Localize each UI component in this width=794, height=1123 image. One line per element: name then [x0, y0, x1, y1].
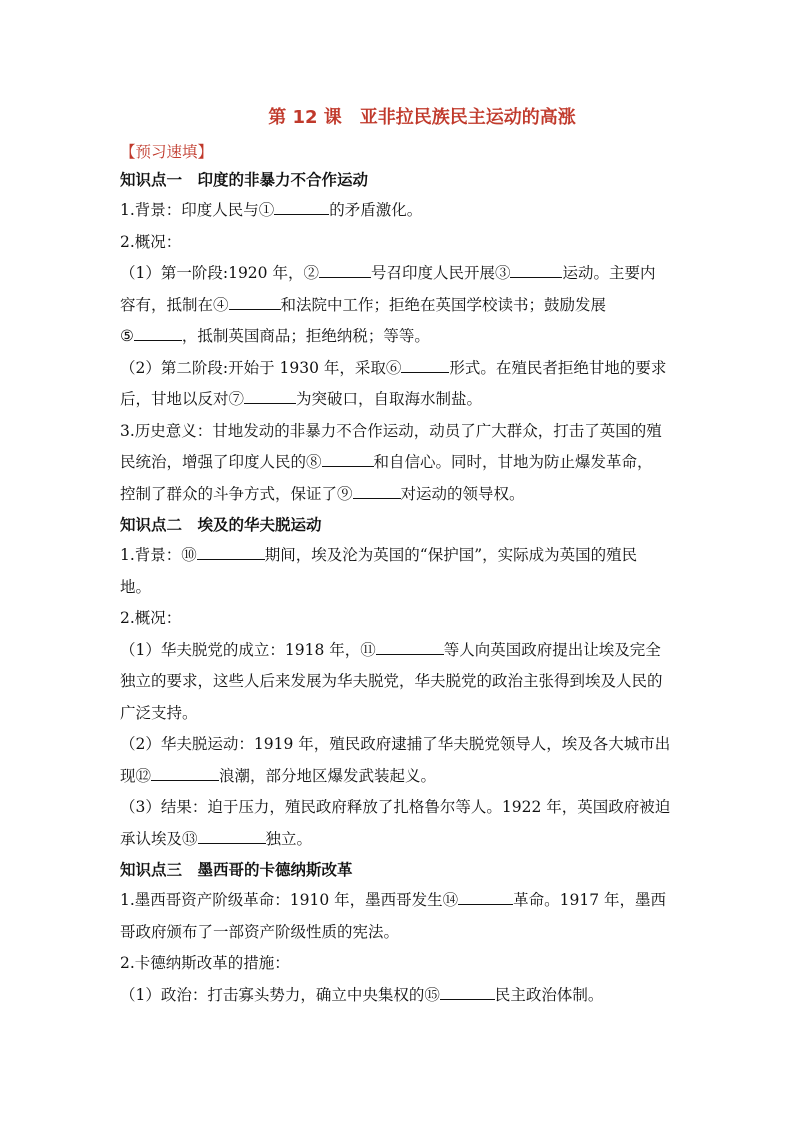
s2-line-6: 广泛支持。: [120, 703, 198, 722]
s1-line-6: （2）第二阶段:开始于 1930 年，采取⑥ 形式。在殖民者拒绝甘地的要求: [120, 353, 684, 385]
page-title: 第 12 课 亚非拉民族民主运动的高涨: [268, 107, 576, 128]
s1-line-1: 1.背景：印度人民与① 的矛盾激化。: [120, 195, 684, 227]
blank-10[interactable]: [197, 543, 265, 560]
blank-14[interactable]: [458, 888, 513, 905]
s3-line-1: 1.墨西哥资产阶级革命：1910 年，墨西哥发生⑭ 革命。1917 年，墨西: [120, 885, 684, 917]
section-heading-1: 知识点一 印度的非暴力不合作运动: [120, 171, 369, 189]
section-heading-3: 知识点三 墨西哥的卡德纳斯改革: [120, 861, 353, 879]
s2-line-1: 1.背景：⑩ 期间，埃及沦为英国的“保护国”，实际成为英国的殖民: [120, 540, 684, 572]
blank-4[interactable]: [229, 293, 281, 310]
s2-line-8: 现⑫ 浪潮，部分地区爆发武装起义。: [120, 761, 684, 793]
blank-11[interactable]: [376, 638, 444, 655]
section-heading-2: 知识点二 埃及的华夫脱运动: [120, 516, 322, 534]
s1-line-3: （1）第一阶段:1920 年，② 号召印度人民开展③ 运动。主要内: [120, 258, 684, 290]
s3-line-3: 2.卡德纳斯改革的措施：: [120, 954, 290, 972]
blank-2[interactable]: [319, 261, 371, 278]
s1-line-2: 2.概况：: [120, 232, 182, 251]
blank-6[interactable]: [401, 356, 449, 373]
s3-line-4: （1）政治：打击寡头势力，确立中央集权的⑮ 民主政治体制。: [120, 980, 684, 1012]
blank-12[interactable]: [151, 764, 219, 781]
blank-9[interactable]: [353, 482, 401, 499]
blank-5[interactable]: [134, 324, 182, 341]
blank-13[interactable]: [198, 827, 266, 844]
s2-line-4: （1）华夫脱党的成立：1918 年，⑪ 等人向英国政府提出让埃及完全: [120, 635, 684, 667]
blank-1[interactable]: [274, 198, 329, 215]
s2-line-10: 承认埃及⑬ 独立。: [120, 824, 684, 856]
blank-3[interactable]: [510, 261, 562, 278]
s1-line-7: 后，甘地以反对⑦ 为突破口，自取海水制盐。: [120, 384, 684, 416]
s1-line-8: 3.历史意义：甘地发动的非暴力不合作运动，动员了广大群众，打击了英国的殖: [120, 421, 662, 440]
s2-line-9: （3）结果：迫于压力，殖民政府释放了扎格鲁尔等人。1922 年，英国政府被迫: [120, 798, 671, 816]
s1-line-5: ⑤ ，抵制英国商品；拒绝纳税；等等。: [120, 321, 684, 353]
blank-7[interactable]: [244, 387, 296, 404]
blank-15[interactable]: [440, 983, 495, 1000]
s2-line-3: 2.概况：: [120, 609, 182, 627]
s2-line-2: 地。: [120, 577, 152, 596]
s2-line-7: （2）华夫脱运动：1919 年，殖民政府逮捕了华夫脱党领导人，埃及各大城市出: [120, 735, 671, 753]
s3-line-2: 哥政府颁布了一部资产阶级性质的宪法。: [120, 922, 400, 941]
s1-line-9: 民统治，增强了印度人民的⑧ 和自信心。同时，甘地为防止爆发革命，: [120, 447, 684, 479]
blank-8[interactable]: [322, 450, 374, 467]
s1-line-4: 容有，抵制在④ 和法院中工作；拒绝在英国学校读书；鼓励发展: [120, 290, 684, 322]
s2-line-5: 独立的要求，这些人后来发展为华夫脱党，华夫脱党的政治主张得到埃及人民的: [120, 672, 663, 690]
s1-line-10: 控制了群众的斗争方式，保证了⑨ 对运动的领导权。: [120, 479, 684, 511]
preview-tag: 【预习速填】: [120, 143, 214, 161]
